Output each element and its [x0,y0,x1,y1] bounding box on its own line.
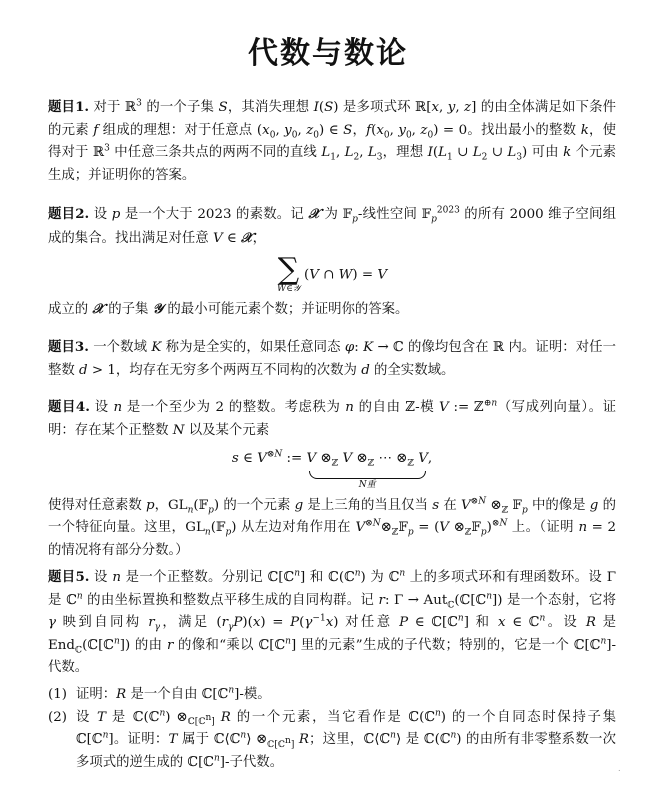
problem-5-item-2: (2) 设 T 是 ℂ(ℂ$^n$) $\otimes_{ℂ[ℂ^n]}$ R 的一个元素，当它看作是 ℂ(ℂ$^n$) 的一个自同态时保持子集 ℂ[ℂ$^n$]。证明：T 属于 ℂ⟨ℂ$^n$⟩ $\otimes_{ℂ[ℂ^n]}$ R；这里，ℂ⟨ℂ$^n$⟩ 是 ℂ(ℂ$^n$) 的由所有非零整系数一次多项式的逆生成的 ℂ[ℂ$^n$]-子代数。 [48,708,617,770]
problem-3-label: 题目3. [48,339,89,355]
problem-1: 题目1. 对于 ℝ$^3$ 的一个子集 S，其消失理想 I(S) 是多项式环 ℝ[x, y, z] 的由全体满足如下条件的元素 f 组成的理想：对于任意点 ($x_0$, $y_0$, $z_0$) ∈ S，$f(x_0$, $y_0$, $z_0) = 0$。找出最小的整数 k，使得对于 ℝ$^3$ 中任意三条共点的两两不同的直线 $L_1$, $L_2$, $L_3$，理想 $I(L_1$ ∪ $L_2$ ∪ $L_3$) 可由 k 个元素生成；并证明你的答案。 [48,98,617,183]
problem-2-label: 题目2. [48,206,90,222]
footer-mark: . [618,764,621,773]
problem-5-item-1: (1) 证明：R 是一个自由 ℂ[ℂ$^n$]-模。 [48,685,271,702]
problem-1-label: 题目1. [48,99,90,115]
problem-4-formula: s ∈ $V^{\otimes N}$ := V $\otimes_ℤ$ V $\otimes_ℤ$ ⋯ $\otimes_ℤ$ V N重 , [231,449,433,490]
problem-5: 题目5. 设 n 是一个正整数。分别记 ℂ[ℂ$^n$] 和 ℂ(ℂ$^n$) 为 ℂ$^n$ 上的多项式环和有理函数环。设 Γ 是 ℂ$^n$ 的由坐标置换和整数点平移生成的自同构群。记 r: Γ → Aut$_ℂ$(ℂ[ℂ$^n$]) 是一个态射，它将 γ 映到自同构 $r_\gamma$，满足 $(r_\gamma P)(x) = P(\gamma^{-1}x)$ 对任意 P ∈ ℂ[ℂ$^n$] 和 x ∈ ℂ$^n$。设 R 是 End$_ℂ$(ℂ[ℂ$^n$]) 的由 r 的像和“乘以 ℂ[ℂ$^n$] 里的元素”生成的子代数；特别的，它是一个 ℂ[ℂ$^n$]-代数。 (1) 证明：R 是一个自由 ℂ[ℂ$^n$]-模。 (2) 设 T 是 ℂ(ℂ$^n$) $\otimes_{ℂ[ℂ^n]}$ R 的一个元素，当它看作是 ℂ(ℂ$^n$) 的一个自同态时保持子集 ℂ[ℂ$^n$]。证明：T 属于 ℂ⟨ℂ$^n$⟩ $\otimes_{ℂ[ℂ^n]}$ R；这里，ℂ⟨ℂ$^n$⟩ 是 ℂ(ℂ$^n$) 的由所有非零整系数一次多项式的逆生成的 ℂ[ℂ$^n$]-子代数。 [48,566,616,774]
problem-3: 题目3. 一个数域 K 称为是全实的，如果任意同态 φ: K → ℂ 的像均包含在 ℝ 内。证明：对任一整数 d > 1，均存在无穷多个两两互不同构的次数为 d 的全实数域。 [48,339,617,378]
problem-5-label: 题目5. [48,569,90,585]
problem-2-formula: ∑ W∈𝒴 (V ∩ W) = V [276,252,387,295]
problem-2: 题目2. 设 p 是一个大于 2023 的素数。记 𝒳 为 𝔽$_p$-线性空间 𝔽$_p^{2023}$ 的所有 2000 维子空间组成的集合。找出满足对任意 V ∈ 𝒳， ∑ W∈𝒴 (V ∩ W) = V 成立的 𝒳 的子集 𝒴 的最小可能元素个数；并证明你的答案。 [48,205,617,318]
page-title: 代数与数论 [248,36,408,71]
problem-4-label: 题目4. [48,399,90,415]
problem-4: 题目4. 设 n 是一个至少为 2 的整数。考虑秩为 n 的自由 ℤ-模 V := ℤ$^{\oplus n}$（写成列向量）。证明：存在某个正整数 N 以及某个元素 s ∈ $V^{\otimes N}$ := V $\otimes_ℤ$ V $\otimes_ℤ$ ⋯ $\otimes_ℤ$ V N重 , 使得对任意素数 p，$GL_n(𝔽_p)$ 的一个元素 g 是上三角的当且仅当 s 在 $V^{\otimes N}$ $\otimes_ℤ$ 𝔽$_p$ 中的像是 g 的一个特征向量。这里，$GL_n(𝔽_p)$ 从左边对角作用在 $V^{\otimes N}\otimes_ℤ𝔽_p = (V$ $\otimes_ℤ𝔽_p)^{\otimes N}$ 上。（证明 n = 2 的情况将有部分分数。） [48,398,617,558]
